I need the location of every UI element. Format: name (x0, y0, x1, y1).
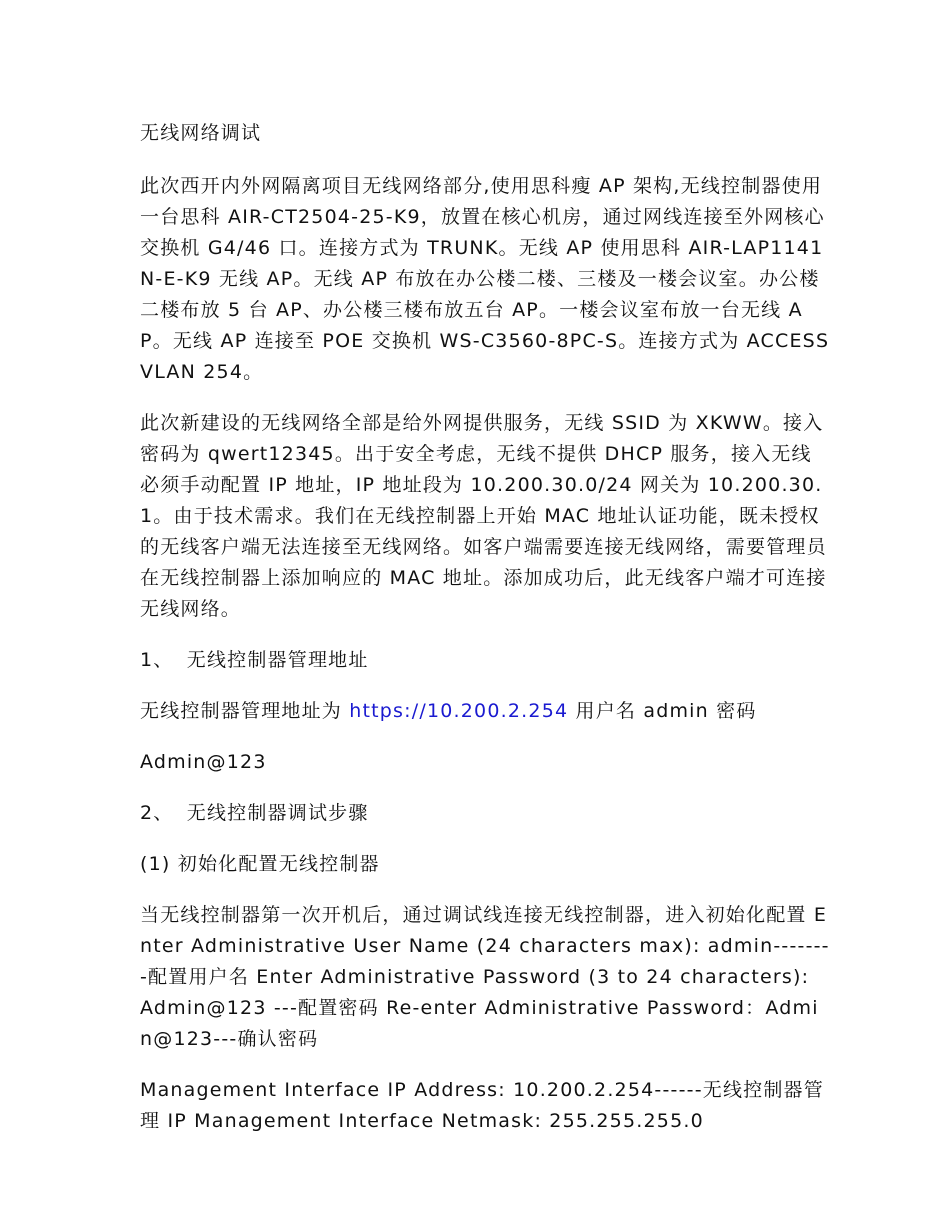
management-url-link[interactable]: https://10.200.2.254 (349, 700, 569, 722)
paragraph-service: 此次新建设的无线网络全部是给外网提供服务，无线 SSID 为 XKWW。接入密码为 qwert12345。出于安全考虑，无线不提供 DHCP 服务，接入无线必须手动配置 IP 地址，IP 地址段为 10.200.30.0/24 网关为 10.200.30.1。由于技术需求。我们在无线控制器上开始 MAC 地址认证功能，既未授权的无线客户端无法连接至无线网络。如客户端需要连接无线网络，需要管理员在无线控制器上添加响应的 MAC 地址。添加成功后，此无线客户端才可连接无线网络。 (140, 412, 827, 620)
paragraph-architecture: 此次西开内外网隔离项目无线网络部分,使用思科瘦 AP 架构,无线控制器使用一台思科 AIR-CT2504-25-K9，放置在核心机房，通过网线连接至外网核心交换机 G4/46 口。连接方式为 TRUNK。无线 AP 使用思科 AIR-LAP1141N-E-K9 无线 AP。无线 AP 布放在办公楼二楼、三楼及一楼会议室。办公楼二楼布放 5 台 AP、办公楼三楼布放五台 AP。一楼会议室布放一台无线 AP。无线 AP 连接至 POE 交换机 WS-C3560-8PC-S。连接方式为 ACCESS VLAN 254。 (140, 175, 830, 383)
document-title: 无线网络调试 (140, 122, 262, 144)
document-page (140, 118, 830, 1157)
section-title-1: 无线控制器管理地址 (186, 649, 369, 671)
management-password: Admin@123 (140, 751, 267, 773)
section-title-2: 无线控制器调试步骤 (186, 802, 369, 824)
section-number-1: 1、 (140, 649, 174, 671)
section-heading-2 (140, 798, 830, 829)
management-prefix: 无线控制器管理地址为 (140, 700, 350, 722)
subsection-heading-1: (1) 初始化配置无线控制器 (140, 853, 380, 875)
section-heading-1 (140, 645, 830, 676)
paragraph-management-interface: Management Interface IP Address: 10.200.2.254------无线控制器管理 IP Management Interface Netmask: 255.255.255.0 (140, 1079, 824, 1132)
section-number-2: 2、 (140, 802, 174, 824)
paragraph-management-address (140, 696, 830, 727)
management-suffix: 用户名 admin 密码 (568, 700, 757, 722)
paragraph-initial-config: 当无线控制器第一次开机后，通过调试线连接无线控制器，进入初始化配置 Enter Administrative User Name (24 characters max): admin--------配置用户名 Enter Administrative Password (3 to 24 characters): Admin@123 ---配置密码 Re-enter Administrative Password：Admin@123---确认密码 (140, 904, 830, 1050)
